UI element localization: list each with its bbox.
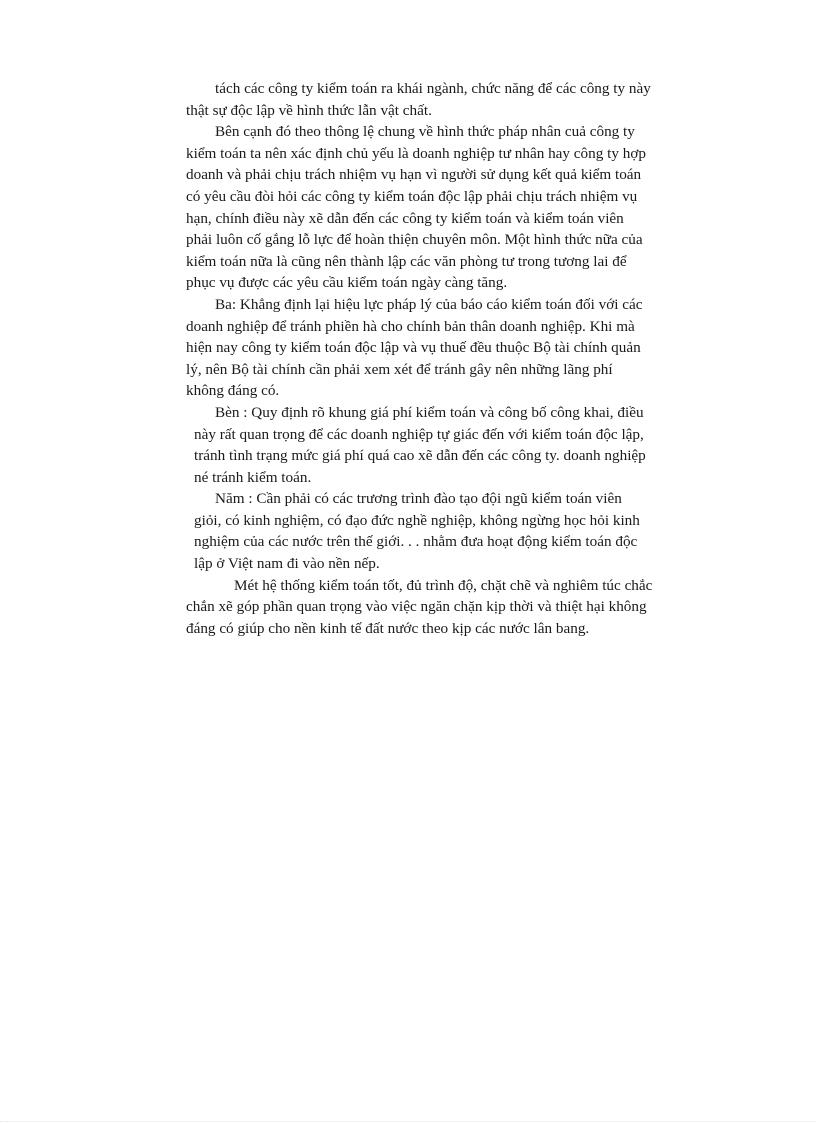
text-line: có yêu cầu đòi hỏi các công ty kiểm toán độc lập phải chịu trách nhiệm vụ [186,187,638,205]
paragraph-5 [186,488,716,574]
text-line: thật sự độc lập về hình thức lẫn vật chất. [186,101,432,119]
text-line: né tránh kiểm toán. [194,468,312,486]
text-line: doanh và phải chịu trách nhiệm vụ hạn vì người sử dụng kết quả kiểm toán [186,166,642,184]
text-line: Ba: Khẳng định lại hiệu lực pháp lý của báo cáo kiểm toán đối với các [215,295,643,313]
text-line: Mét hệ thống kiểm toán tốt, đủ trình độ, chặt chẽ và nghiêm túc chắc [234,576,653,594]
text-line: doanh nghiệp để tránh phiền hà cho chính bản thân doanh nghiệp. Khi mà [186,317,635,335]
text-line: không đáng có. [186,382,280,400]
text-line: hiện nay công ty kiểm toán độc lập và vụ thuế đều thuộc Bộ tài chính quản [186,339,641,357]
paragraph-6 [186,575,716,640]
text-line: tránh tình trạng mức giá phí quá cao xẽ dẫn đến các công ty. doanh nghiệp [194,447,646,465]
text-line: giỏi, có kinh nghiệm, có đạo đức nghề nghiệp, không ngừng học hỏi kinh [194,511,640,529]
text-line: kiểm toán nữa là cũng nên thành lập các văn phòng tư trong tương lai để [186,252,627,270]
text-line: phục vụ được các yêu cầu kiểm toán ngày càng tăng. [186,274,508,292]
text-line: Bên cạnh đó theo thông lệ chung về hình thức pháp nhân cuả công ty [215,123,635,141]
page-bottom-rule [0,1121,816,1122]
text-line: tách các công ty kiểm toán ra khái ngành, chức năng để các công ty này [215,80,651,97]
paragraph-3 [186,294,716,402]
text-line: đáng có giúp cho nền kinh tế đất nước theo kịp các nước lân bang. [186,619,590,637]
paragraph-2 [186,121,716,294]
text-line: lập ở Việt nam đi vào nền nếp. [194,555,380,573]
text-line: hạn, chính điều này xẽ dẫn đến các công ty kiểm toán và kiểm toán viên [186,209,624,227]
text-line: này rất quan trọng để các doanh nghiệp tự giác đến với kiểm toán độc lập, [194,425,644,443]
text-line: Bèn : Quy định rõ khung giá phí kiểm toán và công bố công khai, điều [215,403,644,421]
paragraph-1 [186,78,716,121]
text-line: chắn xẽ góp phần quan trọng vào việc ngăn chặn kịp thời và thiệt hại không [186,598,647,616]
text-line: nghiệm của các nước trên thế giới. . . nhằm đưa hoạt động kiểm toán độc [194,533,638,551]
paragraph-4 [186,402,716,488]
text-line: lý, nên Bộ tài chính cần phải xem xét để tránh gây nên những lãng phí [186,360,613,378]
text-line: kiểm toán ta nên xác định chủ yếu là doanh nghiệp tư nhân hay công ty hợp [186,144,646,162]
text-line: phải luôn cố gắng lỗ lực để hoàn thiện chuyên môn. Một hình thức nữa của [186,231,643,249]
text-line: Năm : Cần phải có các trương trình đào tạo đội ngũ kiểm toán viên [215,490,622,508]
body-text [186,78,716,639]
